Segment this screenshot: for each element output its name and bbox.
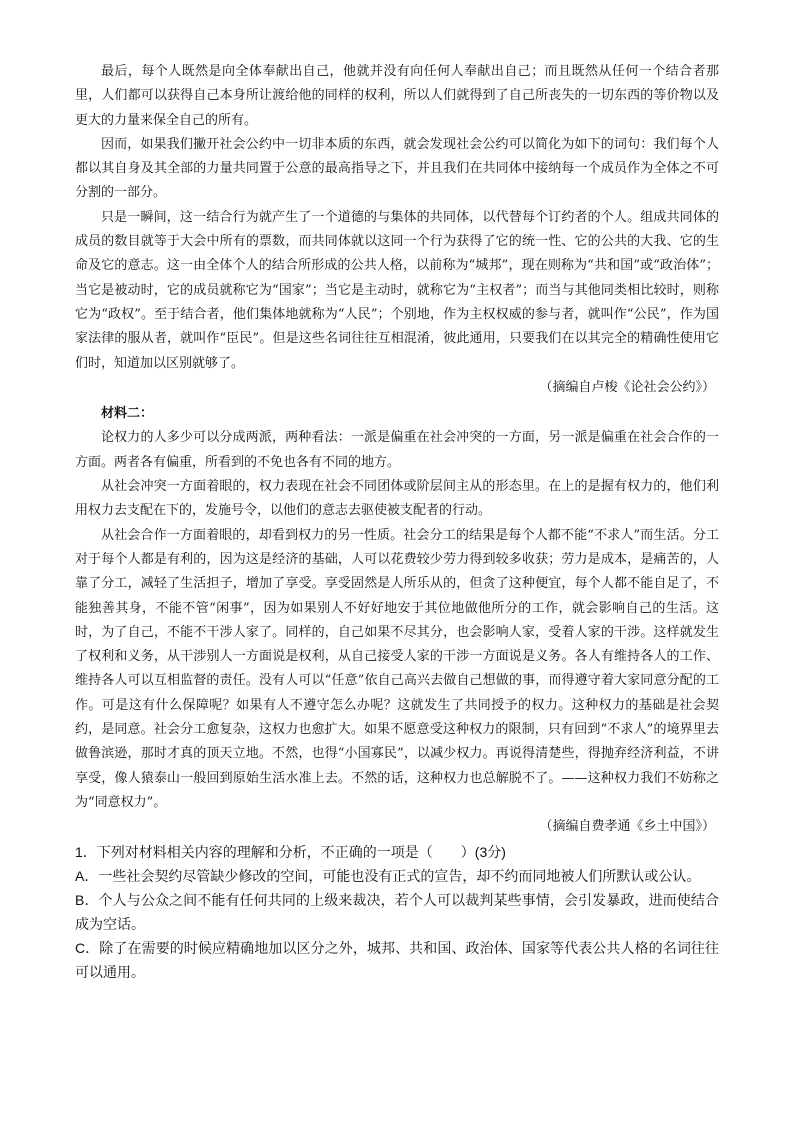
material-one-paragraph-2: 因而，如果我们撇开社会公约中一切非本质的东西，就会发现社会公约可以简化为如下的词句：我们每个人都以其自身及其全部的力量共同置于公意的最高指导之下，并且我们在共同体中接纳每一个成员作为全体之不可分割的一部分。 xyxy=(75,136,719,201)
question-option-c: C．除了在需要的时候应精确地加以区分之外，城邦、共和国、政治体、国家等代表公共人格的名词往往可以通用。 xyxy=(75,939,719,980)
question-one xyxy=(75,840,719,984)
material-two-source: （摘编自费孝通《乡土中国》） xyxy=(539,819,715,835)
material-one-paragraph-1: 最后，每个人既然是向全体奉献出自己，他就并没有向任何人奉献出自己；而且既然从任何一个结合者那里，人们都可以获得自己本身所让渡给他的同样的权利，所以人们就得到了自己所丧失的一切东西的等价物以及更大的力量来保全自己的所有。 xyxy=(75,64,719,128)
material-two-paragraph-1: 论权力的人多少可以分成两派，两种看法：一派是偏重在社会冲突的一方面，另一派是偏重在社会合作的一方面。两者各有偏重，所看到的不免也各有不同的地方。 xyxy=(75,430,719,470)
question-option-a: A．一些社会契约尽管缺少修改的空间，可能也没有正式的宣告，却不约而同地被人们所默认或公认。 xyxy=(75,867,701,884)
material-one-source: （摘编自卢梭《论社会公约》） xyxy=(539,379,715,395)
material-one-paragraph-3: 只是一瞬间，这一结合行为就产生了一个道德的与集体的共同体，以代替每个订约者的个人。组成共同体的成员的数目就等于大会中所有的票数，而共同体就以这同一个行为获得了它的统一性、它的公共的大我、它的生命及它的意志。这一由全体个人的结合所形成的公共人格，以前称为“城邦”，现在则称为“共和国”或“政治体”；当它是被动时，它的成员就称它为“国家”；当它是主动时，就称它为“主权者”；而当与其他同类相比较时，则称它为“政权”。至于结合者，他们集体地就称为“人民”；个别地，作为主权权威的参与者，就叫作“公民”，作为国家法律的服从者，就叫作“臣民”。但是这些名词往往互相混淆，彼此通用，只要我们在以其完全的精确性使用它们时，知道加以区别就够了。 xyxy=(75,209,719,371)
material-two xyxy=(75,402,719,839)
material-one xyxy=(75,60,719,400)
material-two-paragraph-2: 从社会冲突一方面着眼的，权力表现在社会不同团体或阶层间主从的形态里。在上的是握有权力的，他们利用权力去支配在下的，发施号令，以他们的意志去驱使被支配者的行动。 xyxy=(75,479,719,519)
material-two-title: 材料二： xyxy=(101,406,154,422)
question-stem: 1．下列对材料相关内容的理解和分析，不正确的一项是（ ）(3分) xyxy=(75,843,506,860)
material-two-paragraph-3: 从社会合作一方面着眼的，却看到权力的另一性质。社会分工的结果是每个人都不能“不求人”而生活。分工对于每个人都是有利的，因为这是经济的基础，人可以花费较少劳力得到较多收获；劳力是成本，是痛苦的，人靠了分工，减轻了生活担子，增加了享受。享受固然是人所乐从的，但贪了这种便宜，每个人都不能自足了，不能独善其身，不能不管“闲事”，因为如果别人不好好地安于其位地做他所分的工作，就会影响自己的生活。这时，为了自己，不能不干涉人家了。同样的，自己如果不尽其分，也会影响人家，受着人家的干涉。这样就发生了权利和义务，从干涉别人一方面说是权利，从自己接受人家的干涉一方面说是义务。各人有维持各人的工作、维持各人可以互相监督的责任。没有人可以“任意”依自己高兴去做自己想做的事，而得遵守着大家同意分配的工作。可是这有什么保障呢？如果有人不遵守怎么办呢？这就发生了共同授予的权力。这种权力的基础是社会契约，是同意。社会分工愈复杂，这权力也愈扩大。如果不愿意受这种权力的限制，只有回到“不求人”的境界里去做鲁滨逊，那时才真的顶天立地。不然，也得“小国寡民”，以减少权力。再说得清楚些，得抛弃经济利益，不讲享受，像人猿泰山一般回到原始生活水准上去。不然的话，这种权力也总解脱不了。——这种权力我们不妨称之为“同意权力”。 xyxy=(75,527,719,810)
question-option-b: B．个人与公众之间不能有任何共同的上级来裁决，若个人可以裁判某些事情，会引发暴政，进而使结合成为空话。 xyxy=(75,891,719,932)
